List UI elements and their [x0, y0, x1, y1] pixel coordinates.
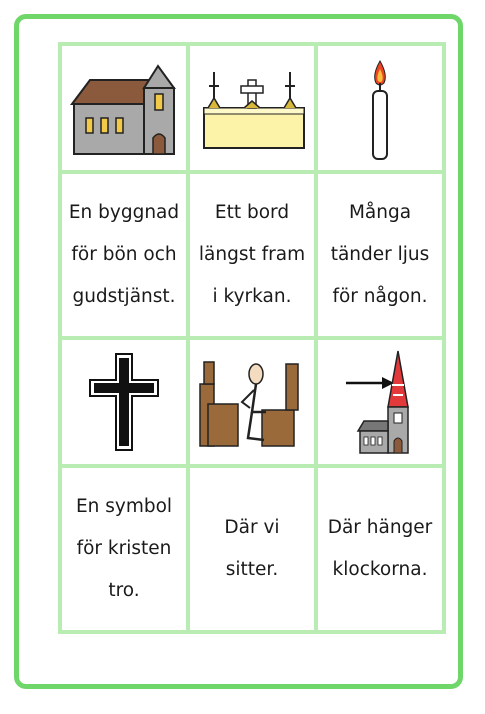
card-picture-altar: [188, 44, 316, 172]
candle-icon: [324, 53, 436, 163]
church-tower-arrow-icon: [324, 347, 436, 457]
card-text: Ett bord längst fram i kyrkan.: [198, 202, 306, 307]
card-text-cell: [316, 172, 444, 338]
card-text: Många tänder ljus för någon.: [330, 202, 430, 307]
card-text: En symbol för kristen tro.: [75, 496, 173, 601]
card-picture-candle: [316, 44, 444, 172]
card-picture-cross: [60, 338, 188, 466]
card-text-cell: [188, 172, 316, 338]
altar-icon: [196, 58, 308, 158]
card-text-cell: [60, 172, 188, 338]
card-text: En byggnad för bön och gudstjänst.: [68, 202, 180, 307]
card-text: Där hänger klockorna.: [327, 517, 433, 580]
pew-kneeling-person-icon: [194, 350, 310, 454]
card-text-cell: [60, 466, 188, 632]
card-text-cell: [316, 466, 444, 632]
cross-icon: [68, 350, 180, 454]
card-text: Där vi sitter.: [224, 517, 280, 580]
card-text-cell: [188, 466, 316, 632]
card-picture-pew: [188, 338, 316, 466]
church-building-icon: [68, 58, 180, 158]
card-picture-church: [60, 44, 188, 172]
picture-card-grid: [58, 42, 446, 634]
card-picture-church-tower: [316, 338, 444, 466]
